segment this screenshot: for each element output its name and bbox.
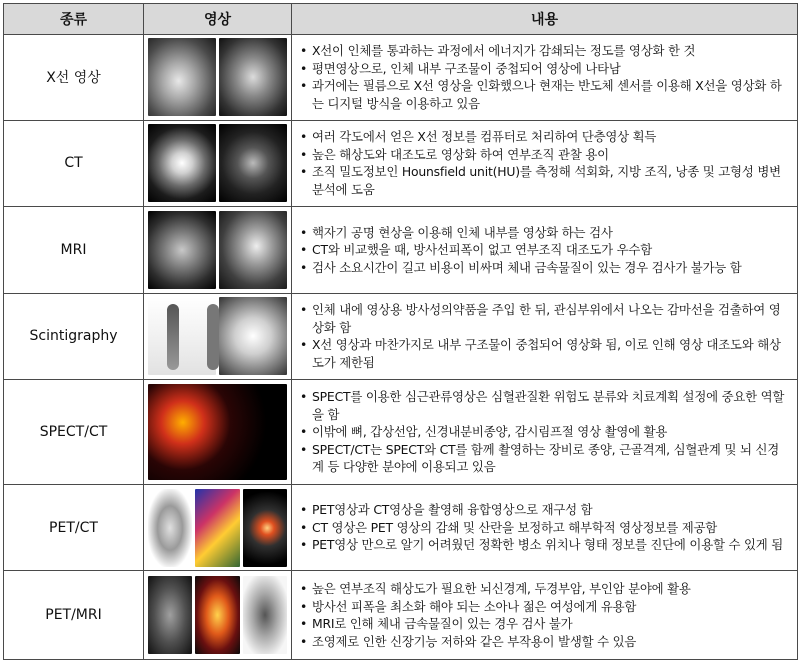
modality-description: [292, 380, 798, 485]
modality-name: X선 영상: [4, 35, 144, 121]
modality-name: Scintigraphy: [4, 293, 144, 380]
modality-description: [292, 120, 798, 207]
modality-image-cell: [144, 120, 292, 207]
mri-brain-axial-image: [148, 211, 216, 289]
xray-hand-image: [148, 38, 216, 116]
description-bullet: • 조영제로 인한 신장기능 저하와 같은 부작용이 발생할 수 있음: [300, 633, 789, 651]
pet-ct-axial-image: [243, 489, 287, 567]
header-row: [4, 4, 798, 35]
description-bullet: • X선이 인체를 통과하는 과정에서 에너지가 감쇄되는 정도를 영상화 한 것: [300, 42, 789, 60]
description-bullet: • CT 영상은 PET 영상의 감쇄 및 산란을 보정하고 해부학적 영상정보를 제공함: [300, 519, 789, 537]
description-bullet: • PET영상과 CT영상을 촬영해 융합영상으로 재구성 함: [300, 501, 789, 519]
modality-description: [292, 207, 798, 294]
description-bullet: • 이밖에 뼈, 갑상선암, 신경내분비종양, 감시림프절 영상 촬영에 활용: [300, 423, 789, 441]
thyroid-scan-image: [219, 297, 287, 375]
description-bullet: • 과거에는 필름으로 X선 영상을 인화했으나 현재는 반도체 센서를 이용해 X선을 영상화 하는 디지털 방식을 이용하고 있음: [300, 77, 789, 112]
header-image: 영상: [144, 4, 292, 35]
spect-myocardial-perfusion-image: [148, 384, 287, 480]
pet-ct-fusion-image: [195, 489, 239, 567]
header-content: 내용: [292, 4, 798, 35]
modality-image-cell: [144, 207, 292, 294]
xray-chest-image: [219, 38, 287, 116]
description-bullet: • 평면영상으로, 인체 내부 구조물이 중첩되어 영상에 나타남: [300, 60, 789, 78]
description-bullet: • X선 영상과 마찬가지로 내부 구조물이 중첩되어 영상화 됨, 이로 인해 영상 대조도와 해상도가 제한됨: [300, 336, 789, 371]
modality-name: CT: [4, 120, 144, 207]
modality-name: PET/MRI: [4, 571, 144, 660]
table-row: [4, 120, 798, 207]
ct-neck-image: [148, 124, 216, 202]
pet-coronal-image: [243, 576, 287, 654]
table-row: [4, 484, 798, 571]
description-bullet: • MRI로 인해 체내 금속물질이 있는 경우 검사 불가: [300, 615, 789, 633]
description-bullet: • 핵자기 공명 현상을 이용해 인체 내부를 영상화 하는 검사: [300, 224, 789, 242]
description-bullet: • 여러 각도에서 얻은 X선 정보를 컴퓨터로 처리하여 단층영상 획득: [300, 128, 789, 146]
modality-image-cell: [144, 293, 292, 380]
description-bullet: • CT와 비교했을 때, 방사선피폭이 없고 연부조직 대조도가 우수함: [300, 241, 789, 259]
pet-mri-fusion-image: [195, 576, 239, 654]
imaging-modalities-table-wrapper: [3, 3, 797, 660]
modality-name: PET/CT: [4, 484, 144, 571]
modality-image-cell: [144, 380, 292, 485]
bone-scan-image: [148, 297, 216, 375]
description-bullet: • 조직 밀도정보인 Hounsfield unit(HU)를 측정해 석회화, 지방 조직, 낭종 및 고형성 병변 분석에 도움: [300, 163, 789, 198]
description-bullet: • 인체 내에 영상용 방사성의약품을 주입 한 뒤, 관심부위에서 나오는 감마선을 검출하여 영상화 함: [300, 301, 789, 336]
modality-description: [292, 571, 798, 660]
table-row: [4, 35, 798, 121]
table-row: [4, 380, 798, 485]
header-kind: 종류: [4, 4, 144, 35]
description-bullet: • 높은 해상도와 대조도로 영상화 하여 연부조직 관찰 용이: [300, 146, 789, 164]
mri-coronal-image: [148, 576, 192, 654]
modality-description: [292, 484, 798, 571]
description-bullet: • SPECT/CT는 SPECT와 CT를 함께 촬영하는 장비로 종양, 근골격계, 심혈관계 및 뇌 신경계 등 다양한 분야에 이용되고 있음: [300, 441, 789, 476]
mri-brain-sagittal-image: [219, 211, 287, 289]
modality-name: MRI: [4, 207, 144, 294]
description-bullet: • SPECT를 이용한 심근관류영상은 심혈관질환 위험도 분류와 치료계획 설정에 중요한 역할을 함: [300, 388, 789, 423]
pet-whole-body-image: [148, 489, 192, 567]
modality-image-cell: [144, 35, 292, 121]
table-row: [4, 293, 798, 380]
description-bullet: • PET영상 만으로 알기 어려웠던 정확한 병소 위치나 형태 정보를 진단에 이용할 수 있게 됨: [300, 536, 789, 554]
modality-image-cell: [144, 484, 292, 571]
imaging-modalities-table: [3, 3, 798, 660]
description-bullet: • 검사 소요시간이 길고 비용이 비싸며 체내 금속물질이 있는 경우 검사가 불가능 함: [300, 259, 789, 277]
modality-description: [292, 293, 798, 380]
modality-image-cell: [144, 571, 292, 660]
description-bullet: • 높은 연부조직 해상도가 필요한 뇌신경계, 두경부암, 부인암 분야에 활용: [300, 580, 789, 598]
ct-chest-image: [219, 124, 287, 202]
modality-name: SPECT/CT: [4, 380, 144, 485]
table-row: [4, 571, 798, 660]
modality-description: [292, 35, 798, 121]
description-bullet: • 방사선 피폭을 최소화 해야 되는 소아나 젊은 여성에게 유용함: [300, 598, 789, 616]
table-row: [4, 207, 798, 294]
